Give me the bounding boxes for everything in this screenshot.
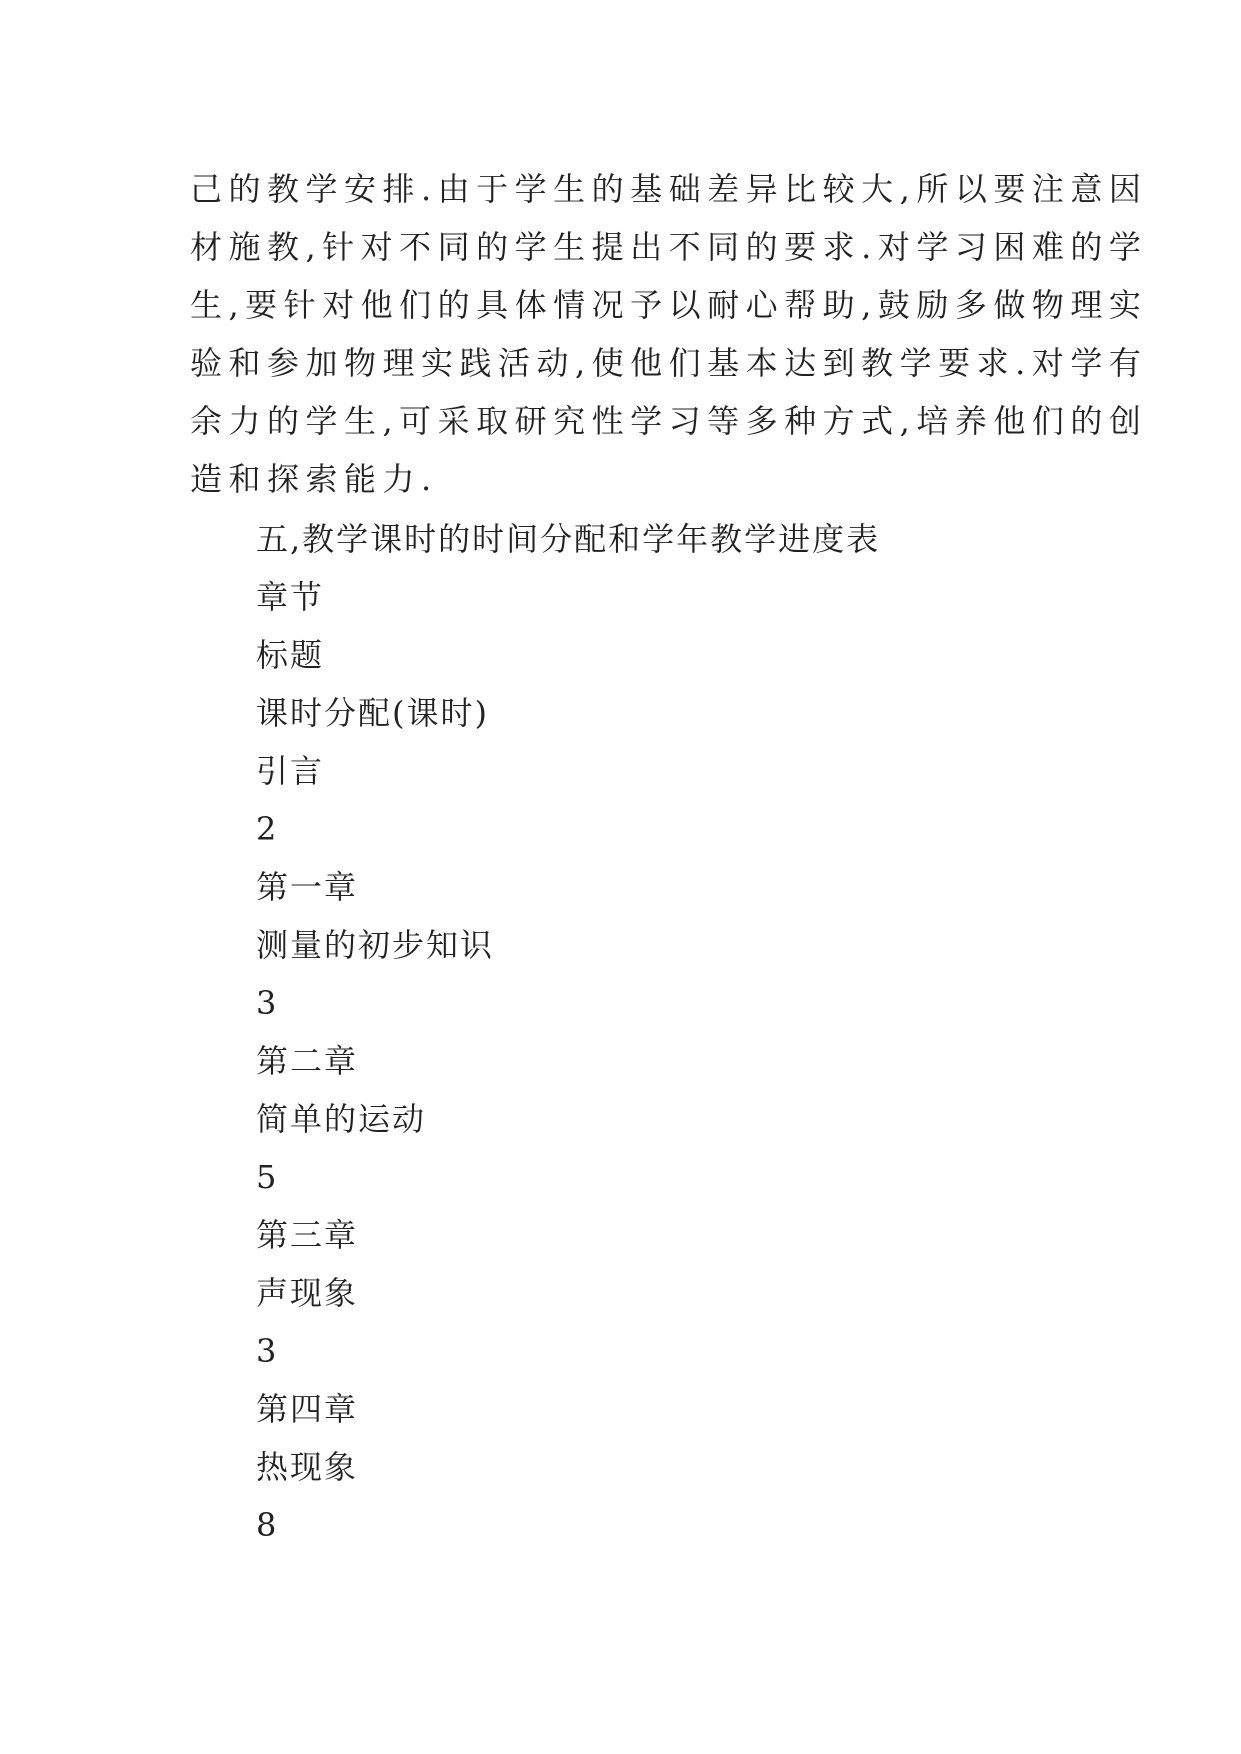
row-chapter: 第四章 — [256, 1390, 359, 1428]
header-hours: 课时分配(课时) — [256, 694, 489, 732]
schedule-list — [256, 510, 880, 1554]
paragraph-line: 验和参加物理实践活动,使他们基本达到教学要求.对学有 — [190, 344, 1148, 382]
row-chapter: 引言 — [256, 752, 325, 790]
paragraph-line: 材施教,针对不同的学生提出不同的要求.对学习困难的学 — [190, 228, 1148, 266]
row-chapter: 第一章 — [256, 868, 359, 906]
row-hours: 3 — [256, 984, 279, 1022]
paragraph-line: 生,要针对他们的具体情况予以耐心帮助,鼓励多做物理实 — [190, 286, 1148, 324]
row-hours: 3 — [256, 1332, 279, 1370]
body-paragraph — [190, 160, 1148, 508]
section-heading: 五,教学课时的时间分配和学年教学进度表 — [256, 520, 881, 558]
paragraph-line: 造和探索能力. — [190, 460, 438, 498]
row-title: 热现象 — [256, 1448, 359, 1486]
paragraph-line: 己的教学安排.由于学生的基础差异比较大,所以要注意因 — [190, 170, 1148, 208]
header-chapter: 章节 — [256, 578, 325, 616]
row-hours: 2 — [256, 810, 279, 848]
row-title: 声现象 — [256, 1274, 359, 1312]
row-title: 测量的初步知识 — [256, 926, 495, 964]
row-chapter: 第二章 — [256, 1042, 359, 1080]
row-chapter: 第三章 — [256, 1216, 359, 1254]
row-title: 简单的运动 — [256, 1100, 427, 1138]
row-hours: 5 — [256, 1158, 279, 1196]
paragraph-line: 余力的学生,可采取研究性学习等多种方式,培养他们的创 — [190, 402, 1148, 440]
header-title: 标题 — [256, 636, 325, 674]
row-hours: 8 — [256, 1506, 279, 1544]
